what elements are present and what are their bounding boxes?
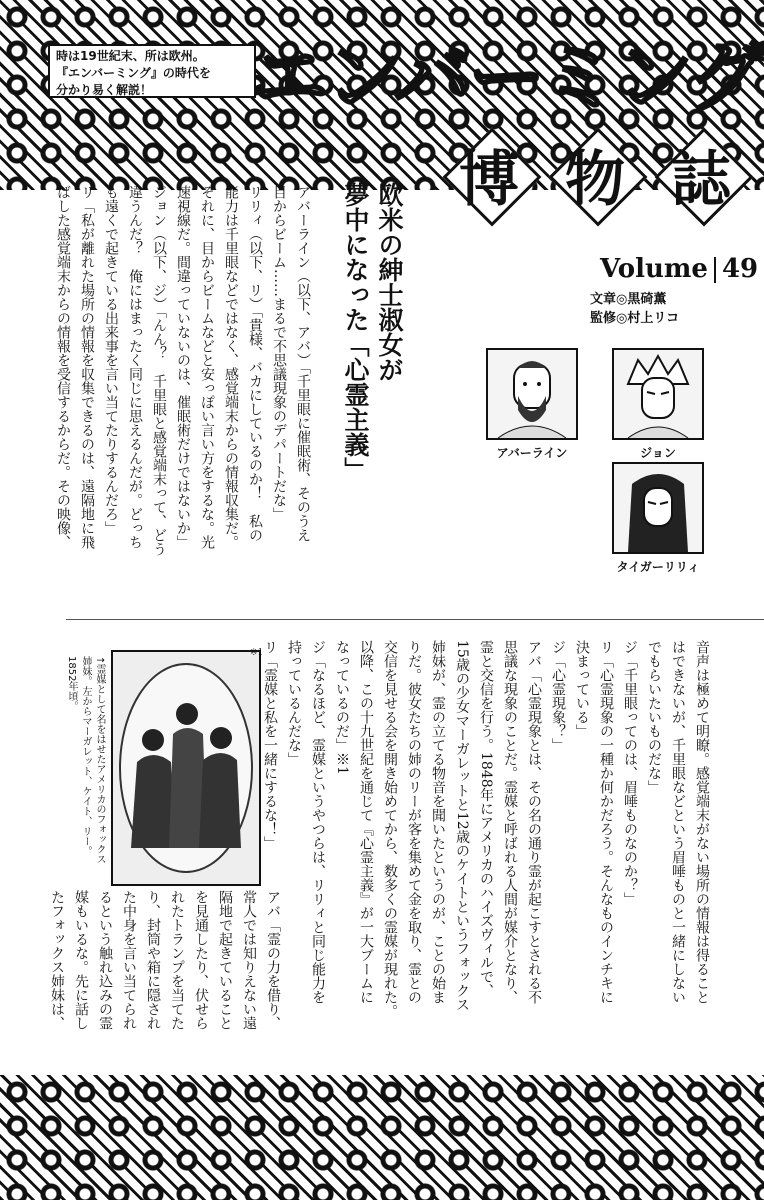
bottom-column-2: はできないが、千里眼などという眉唾ものと一緒にしない	[670, 640, 686, 1004]
short-column-8: るという触れ込みの霊	[97, 890, 113, 1030]
footer-ornament-band	[0, 1075, 764, 1200]
short-column-9: 媒もいるな。先に話し	[73, 890, 89, 1030]
credit-supervisor: 監修◎村上リコ	[590, 311, 680, 326]
headline-line: 欧米の紳士淑女が	[375, 182, 404, 382]
volume-number: 49	[721, 254, 759, 284]
bottom-column-19: リ「霊媒と私を一緒にするな！」	[262, 640, 278, 850]
title-kanji: 博	[459, 145, 519, 215]
top-column-10: リ「私が離れた場所の情報を収集できるのは、遠隔地に飛	[79, 185, 95, 549]
top-column-7: ジョン（以下、ジ）「んん？ 千里眼と感覚端末って、どう	[151, 185, 167, 556]
photo-caption-line: 姉妹。左からマーガレット、ケイト、リー。	[80, 656, 91, 856]
top-column-1: アバーライン（以下、アバ）「千里眼に催眠術、そのうえ	[295, 185, 311, 542]
top-column-11: ばした感覚端末からの情報を受信するからだ。その映像、	[55, 185, 71, 549]
top-column-9: も遠くで起きている出来事を言い当てたりするんだろ」	[103, 185, 119, 535]
bottom-column-8: アバ「心霊現象とは、その名の通り霊が起こすとされる不	[526, 640, 542, 1004]
fox-sisters-photo	[111, 648, 264, 886]
photo-note-mark: ※1	[250, 648, 264, 658]
bottom-column-12: 姉妹が、霊の立てる物音を聞いたというのが、ことの始ま	[430, 640, 446, 1004]
series-blurb	[48, 44, 256, 98]
character-name-john: ジョン	[640, 446, 676, 460]
portrait-tigerlily	[612, 462, 704, 554]
blurb-line: 時は19世紀末、所は欧州。	[56, 49, 205, 63]
photo-caption-line: 1852年頃。	[66, 656, 77, 712]
short-column-10: たフォックス姉妹は、	[49, 890, 65, 1030]
short-column-3: 隔地で起きていること	[217, 890, 233, 1030]
headline-line: 夢中になった「心霊主義」	[341, 182, 370, 482]
short-column-1: アバ「霊の力を借り、	[265, 890, 281, 1030]
bottom-column-11: 15歳の少女マーガレットと12歳のケイトというフォックス	[454, 640, 470, 1012]
photo-caption-line: ↑霊媒として名をはせたアメリカのフォックス	[94, 656, 105, 865]
bottom-column-5: リ「心霊現象の一種か何かだろう。そんなものインチキに	[598, 640, 614, 1004]
bottom-column-16: なっているのだ」※1	[334, 640, 350, 775]
blurb-line: 『エンバーミング』の時代を	[56, 66, 211, 80]
title-kanji: 物	[565, 145, 625, 215]
bottom-column-18: 持っているんだな」	[286, 640, 302, 766]
character-name-abberline: アバーライン	[496, 446, 568, 460]
short-column-2: 常人では知りえない遠	[241, 890, 257, 1030]
top-column-5: それに、目からビームなどと安っぽい言い方をするな。光	[199, 185, 215, 549]
short-column-4: を見通したり、伏せら	[193, 890, 209, 1030]
title-diamonds	[430, 128, 760, 228]
top-column-2: 目からビーム……まるで不思議現象のデパートだな」	[271, 185, 287, 521]
series-title: エンバーミング	[252, 33, 764, 122]
short-column-6: り、封筒や箱に隠され	[145, 890, 161, 1030]
bottom-column-9: 思議な現象のことだ。霊媒と呼ばれる人間が媒介となり、	[502, 640, 518, 1004]
bottom-column-7: ジ「心霊現象？」	[550, 640, 566, 752]
short-column-7: た中身を言い当てられ	[121, 890, 137, 1030]
credit-writer: 文章◎黒碕薫	[590, 292, 667, 307]
section-divider	[66, 619, 764, 620]
top-column-8: 違うんだ？ 俺にはまったく同じに思えるんだが。どっち	[127, 185, 143, 549]
bottom-column-15: 以降、この十九世紀を通じて『心霊主義』が一大ブームに	[358, 640, 374, 1004]
bottom-column-3: でもらいたいものだな」	[646, 640, 662, 794]
top-column-4: 能力は千里眼などではなく、感覚端末からの情報収集だ。	[223, 185, 239, 549]
portrait-john	[612, 348, 704, 440]
bottom-column-10: 霊と交信を行う。1848年にアメリカのハイズヴィルで、	[478, 640, 494, 998]
volume-word: Volume	[600, 254, 708, 284]
bottom-column-4: ジ「千里眼ってのは、眉唾ものなのか？」	[622, 640, 638, 906]
short-column-5: れたトランプを当てた	[169, 890, 185, 1030]
title-kanji: 誌	[671, 145, 731, 215]
character-name-tigerlily: タイガーリリィ	[616, 560, 700, 574]
bottom-column-17: ジ「なるほど、霊媒というやつらは、リリィと同じ能力を	[310, 640, 326, 1004]
portrait-abberline	[486, 348, 578, 440]
bottom-column-14: 交信を見せる会を開き始めてから、数多くの霊媒が現れた。	[382, 640, 398, 1018]
article-headline	[338, 182, 406, 512]
bottom-column-1: 音声は極めて明瞭。感覚端末がない場所の情報は得ること	[694, 640, 710, 1004]
volume-label	[600, 254, 758, 284]
top-column-6: 速視線だ。間違っていないのは、催眠術だけではないか」	[175, 185, 191, 549]
credits	[590, 290, 755, 328]
blurb-line: 分かり易く解説！	[56, 83, 153, 97]
top-column-3: リリィ（以下、リ）「貴様、バカにしているのか！ 私の	[247, 185, 263, 542]
volume-separator	[714, 257, 716, 283]
bottom-column-6: 決まっている」	[574, 640, 590, 738]
bottom-column-13: りだ。彼女たちの姉のリーが客を集めて金を取り、霊との	[406, 640, 422, 1004]
